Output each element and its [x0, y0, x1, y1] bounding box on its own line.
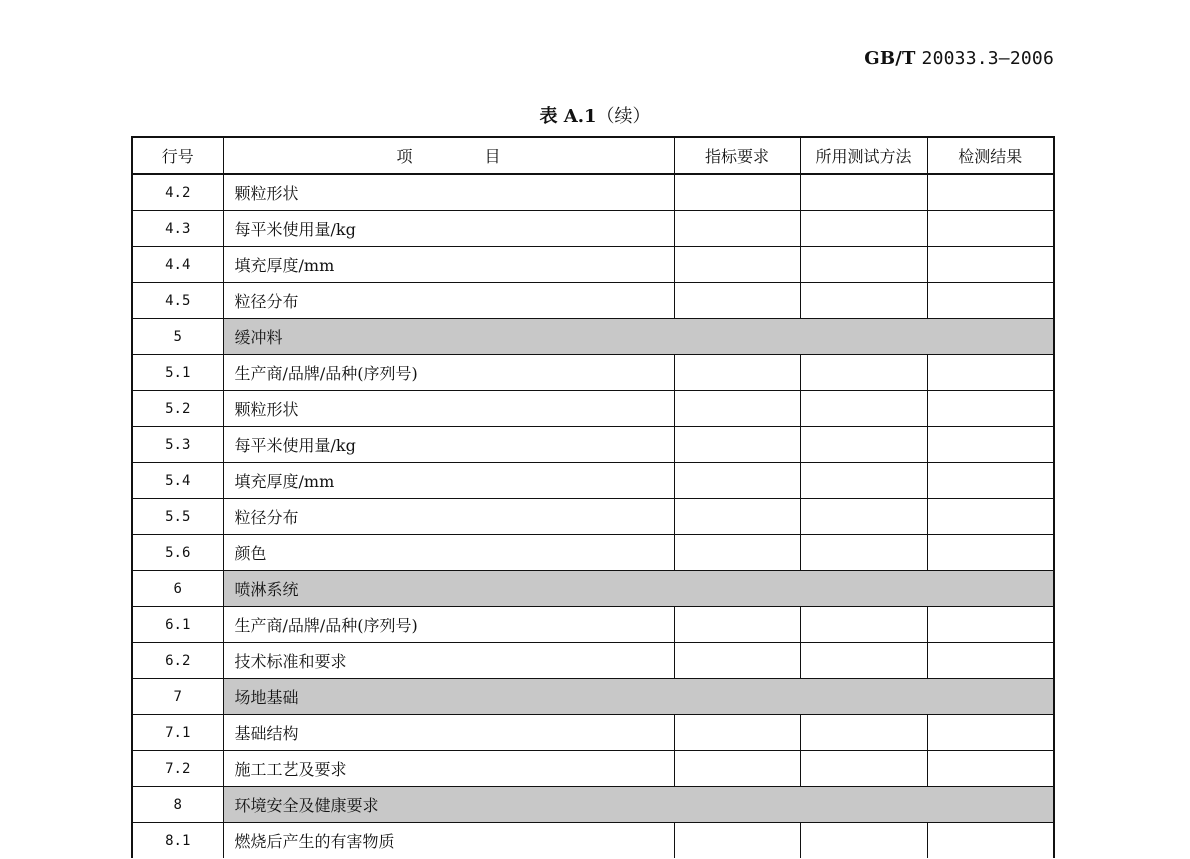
requirement-cell — [674, 211, 800, 247]
row-number: 6.1 — [132, 607, 223, 643]
result-cell — [927, 607, 1054, 643]
requirement-cell — [674, 643, 800, 679]
method-cell — [800, 174, 927, 211]
table-header-row — [132, 137, 1054, 174]
row-number: 6.2 — [132, 643, 223, 679]
result-cell — [927, 643, 1054, 679]
result-cell — [927, 391, 1054, 427]
method-cell — [800, 751, 927, 787]
row-item: 填充厚度/mm — [223, 463, 674, 499]
section-number: 6 — [132, 571, 223, 607]
requirement-cell — [674, 174, 800, 211]
standard-code — [864, 48, 1054, 69]
row-item: 基础结构 — [223, 715, 674, 751]
method-cell — [800, 823, 927, 859]
requirement-cell — [674, 247, 800, 283]
section-row — [132, 571, 1054, 607]
row-number: 8.1 — [132, 823, 223, 859]
row-item: 施工工艺及要求 — [223, 751, 674, 787]
table-row — [132, 355, 1054, 391]
requirement-cell — [674, 427, 800, 463]
table-row — [132, 607, 1054, 643]
row-item: 颗粒形状 — [223, 174, 674, 211]
table-row — [132, 463, 1054, 499]
column-header-method: 所用测试方法 — [800, 137, 927, 174]
inspection-table — [131, 136, 1055, 858]
requirement-cell — [674, 751, 800, 787]
table-row — [132, 535, 1054, 571]
table-row — [132, 211, 1054, 247]
table-row — [132, 715, 1054, 751]
row-number: 4.3 — [132, 211, 223, 247]
row-item: 每平米使用量/kg — [223, 427, 674, 463]
requirement-cell — [674, 463, 800, 499]
row-item: 颗粒形状 — [223, 391, 674, 427]
result-cell — [927, 715, 1054, 751]
column-header-item-part-b: 目 — [484, 147, 501, 166]
result-cell — [927, 174, 1054, 211]
result-cell — [927, 283, 1054, 319]
method-cell — [800, 463, 927, 499]
table-row — [132, 751, 1054, 787]
section-title: 场地基础 — [223, 679, 1054, 715]
row-item: 生产商/品牌/品种(序列号) — [223, 607, 674, 643]
row-item: 燃烧后产生的有害物质 — [223, 823, 674, 859]
section-row — [132, 679, 1054, 715]
table-row — [132, 643, 1054, 679]
result-cell — [927, 499, 1054, 535]
requirement-cell — [674, 715, 800, 751]
row-number: 5.1 — [132, 355, 223, 391]
result-cell — [927, 247, 1054, 283]
result-cell — [927, 211, 1054, 247]
method-cell — [800, 355, 927, 391]
table-caption — [0, 102, 1190, 128]
table-caption-continued: （续） — [596, 106, 651, 127]
row-number: 5.3 — [132, 427, 223, 463]
row-number: 4.2 — [132, 174, 223, 211]
requirement-cell — [674, 607, 800, 643]
requirement-cell — [674, 283, 800, 319]
row-number: 5.5 — [132, 499, 223, 535]
method-cell — [800, 499, 927, 535]
result-cell — [927, 355, 1054, 391]
column-header-item — [223, 137, 674, 174]
section-number: 7 — [132, 679, 223, 715]
result-cell — [927, 463, 1054, 499]
result-cell — [927, 823, 1054, 859]
section-number: 5 — [132, 319, 223, 355]
section-number: 8 — [132, 787, 223, 823]
table-row — [132, 247, 1054, 283]
result-cell — [927, 427, 1054, 463]
section-row — [132, 319, 1054, 355]
row-number: 7.1 — [132, 715, 223, 751]
row-item: 粒径分布 — [223, 499, 674, 535]
row-item: 粒径分布 — [223, 283, 674, 319]
table-row — [132, 427, 1054, 463]
row-item: 技术标准和要求 — [223, 643, 674, 679]
row-item: 颜色 — [223, 535, 674, 571]
row-item: 生产商/品牌/品种(序列号) — [223, 355, 674, 391]
table-caption-label: 表 A.1 — [539, 106, 597, 127]
result-cell — [927, 535, 1054, 571]
table-row — [132, 283, 1054, 319]
column-header-result: 检测结果 — [927, 137, 1054, 174]
table-row — [132, 499, 1054, 535]
column-header-no: 行号 — [132, 137, 223, 174]
table-row — [132, 391, 1054, 427]
result-cell — [927, 751, 1054, 787]
column-header-item-part-a: 项 — [396, 147, 413, 166]
column-header-requirement: 指标要求 — [674, 137, 800, 174]
requirement-cell — [674, 391, 800, 427]
section-title: 缓冲料 — [223, 319, 1054, 355]
row-item: 每平米使用量/kg — [223, 211, 674, 247]
method-cell — [800, 643, 927, 679]
row-item: 填充厚度/mm — [223, 247, 674, 283]
method-cell — [800, 427, 927, 463]
method-cell — [800, 607, 927, 643]
requirement-cell — [674, 823, 800, 859]
row-number: 4.4 — [132, 247, 223, 283]
method-cell — [800, 535, 927, 571]
requirement-cell — [674, 499, 800, 535]
row-number: 4.5 — [132, 283, 223, 319]
row-number: 7.2 — [132, 751, 223, 787]
requirement-cell — [674, 535, 800, 571]
method-cell — [800, 211, 927, 247]
section-title: 环境安全及健康要求 — [223, 787, 1054, 823]
table-row — [132, 823, 1054, 859]
standard-number: 20033.3—2006 — [921, 48, 1054, 69]
section-title: 喷淋系统 — [223, 571, 1054, 607]
row-number: 5.6 — [132, 535, 223, 571]
row-number: 5.2 — [132, 391, 223, 427]
method-cell — [800, 247, 927, 283]
method-cell — [800, 391, 927, 427]
row-number: 5.4 — [132, 463, 223, 499]
section-row — [132, 787, 1054, 823]
requirement-cell — [674, 355, 800, 391]
standard-prefix: GB/T — [864, 48, 916, 69]
method-cell — [800, 715, 927, 751]
table-row — [132, 174, 1054, 211]
method-cell — [800, 283, 927, 319]
